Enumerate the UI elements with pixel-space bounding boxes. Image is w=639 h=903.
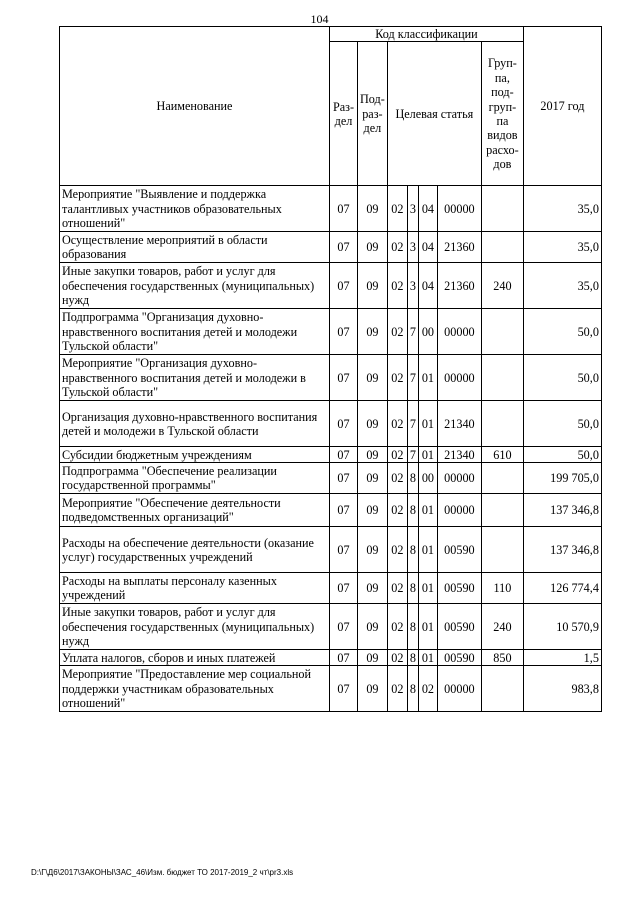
row-target-event: 04 xyxy=(418,186,437,232)
row-amount: 137 346,8 xyxy=(523,527,601,573)
row-name: Иные закупки товаров, работ и услуг для обеспечения государственных (муниципальных) нужд xyxy=(60,263,330,309)
row-target-subprogram: 3 xyxy=(407,263,418,309)
row-expense-type xyxy=(481,186,523,232)
row-amount: 50,0 xyxy=(523,401,601,447)
row-target-program: 02 xyxy=(387,573,407,604)
header-classification: Код классификации xyxy=(330,27,524,42)
row-subsection: 09 xyxy=(358,650,388,666)
row-target-event: 04 xyxy=(418,263,437,309)
row-target-direction: 00000 xyxy=(437,463,481,494)
row-target-program: 02 xyxy=(387,309,407,355)
row-expense-type: 610 xyxy=(481,447,523,463)
row-subsection: 09 xyxy=(358,494,388,527)
row-target-program: 02 xyxy=(387,527,407,573)
table-row xyxy=(60,232,602,263)
row-expense-type: 240 xyxy=(481,263,523,309)
row-name: Подпрограмма "Организация духовно-нравственного воспитания детей и молодежи Тульской области" xyxy=(60,309,330,355)
row-target-subprogram: 3 xyxy=(407,186,418,232)
row-subsection: 09 xyxy=(358,527,388,573)
row-target-program: 02 xyxy=(387,447,407,463)
row-target-direction: 00000 xyxy=(437,309,481,355)
row-subsection: 09 xyxy=(358,604,388,650)
row-target-direction: 00000 xyxy=(437,666,481,712)
row-name: Расходы на обеспечение деятельности (оказание услуг) государственных учреждений xyxy=(60,527,330,573)
row-amount: 10 570,9 xyxy=(523,604,601,650)
row-amount: 35,0 xyxy=(523,186,601,232)
row-subsection: 09 xyxy=(358,463,388,494)
row-subsection: 09 xyxy=(358,666,388,712)
row-name: Иные закупки товаров, работ и услуг для обеспечения государственных (муниципальных) нужд xyxy=(60,604,330,650)
row-section: 07 xyxy=(330,573,358,604)
page-number: 104 xyxy=(310,12,329,26)
row-target-subprogram: 8 xyxy=(407,527,418,573)
row-target-event: 01 xyxy=(418,650,437,666)
row-amount: 50,0 xyxy=(523,355,601,401)
row-target-event: 01 xyxy=(418,494,437,527)
table-row xyxy=(60,604,602,650)
row-amount: 199 705,0 xyxy=(523,463,601,494)
row-section: 07 xyxy=(330,527,358,573)
row-expense-type xyxy=(481,309,523,355)
row-target-direction: 21340 xyxy=(437,447,481,463)
table-row xyxy=(60,650,602,666)
row-amount: 50,0 xyxy=(523,447,601,463)
row-subsection: 09 xyxy=(358,309,388,355)
table-row xyxy=(60,494,602,527)
row-subsection: 09 xyxy=(358,447,388,463)
budget-table xyxy=(59,26,602,712)
row-subsection: 09 xyxy=(358,263,388,309)
row-section: 07 xyxy=(330,232,358,263)
row-section: 07 xyxy=(330,355,358,401)
row-section: 07 xyxy=(330,494,358,527)
table-row xyxy=(60,309,602,355)
row-target-event: 01 xyxy=(418,604,437,650)
header-section: Раз- дел xyxy=(330,42,358,186)
row-amount: 50,0 xyxy=(523,309,601,355)
row-expense-type xyxy=(481,463,523,494)
row-amount: 126 774,4 xyxy=(523,573,601,604)
row-target-program: 02 xyxy=(387,186,407,232)
row-target-direction: 00590 xyxy=(437,604,481,650)
row-subsection: 09 xyxy=(358,401,388,447)
row-expense-type xyxy=(481,666,523,712)
row-target-event: 01 xyxy=(418,447,437,463)
row-target-subprogram: 8 xyxy=(407,573,418,604)
table-row xyxy=(60,447,602,463)
header-target-article: Целевая статья xyxy=(387,42,481,186)
row-target-direction: 00590 xyxy=(437,573,481,604)
row-target-program: 02 xyxy=(387,355,407,401)
row-target-subprogram: 8 xyxy=(407,463,418,494)
row-target-subprogram: 7 xyxy=(407,355,418,401)
row-name: Организация духовно-нравственного воспитания детей и молодежи в Тульской области xyxy=(60,401,330,447)
row-target-direction: 00590 xyxy=(437,527,481,573)
row-target-subprogram: 8 xyxy=(407,494,418,527)
row-subsection: 09 xyxy=(358,573,388,604)
row-target-event: 01 xyxy=(418,527,437,573)
row-amount: 983,8 xyxy=(523,666,601,712)
row-section: 07 xyxy=(330,463,358,494)
row-amount: 1,5 xyxy=(523,650,601,666)
row-target-event: 01 xyxy=(418,401,437,447)
header-subsection: Под- раз- дел xyxy=(358,42,388,186)
row-target-subprogram: 3 xyxy=(407,232,418,263)
row-target-subprogram: 8 xyxy=(407,666,418,712)
row-expense-type xyxy=(481,494,523,527)
table-row xyxy=(60,186,602,232)
row-target-direction: 21340 xyxy=(437,401,481,447)
row-target-subprogram: 8 xyxy=(407,650,418,666)
row-amount: 35,0 xyxy=(523,232,601,263)
row-amount: 137 346,8 xyxy=(523,494,601,527)
row-name: Уплата налогов, сборов и иных платежей xyxy=(60,650,330,666)
row-target-direction: 21360 xyxy=(437,232,481,263)
table-row xyxy=(60,355,602,401)
row-expense-type: 110 xyxy=(481,573,523,604)
row-section: 07 xyxy=(330,650,358,666)
row-target-event: 02 xyxy=(418,666,437,712)
row-target-program: 02 xyxy=(387,263,407,309)
header-name: Наименование xyxy=(60,27,330,186)
row-section: 07 xyxy=(330,604,358,650)
row-target-program: 02 xyxy=(387,401,407,447)
row-name: Подпрограмма "Обеспечение реализации государственной программы" xyxy=(60,463,330,494)
row-target-program: 02 xyxy=(387,604,407,650)
row-expense-type xyxy=(481,232,523,263)
row-target-direction: 00000 xyxy=(437,494,481,527)
row-target-event: 01 xyxy=(418,355,437,401)
table-row xyxy=(60,666,602,712)
row-expense-type: 240 xyxy=(481,604,523,650)
row-target-event: 01 xyxy=(418,573,437,604)
row-target-event: 00 xyxy=(418,309,437,355)
header-year: 2017 год xyxy=(523,27,601,186)
row-name: Мероприятие "Выявление и поддержка талантливых участников образовательных отношений" xyxy=(60,186,330,232)
row-target-subprogram: 7 xyxy=(407,447,418,463)
row-target-subprogram: 7 xyxy=(407,401,418,447)
table-row xyxy=(60,573,602,604)
row-subsection: 09 xyxy=(358,186,388,232)
row-subsection: 09 xyxy=(358,232,388,263)
row-section: 07 xyxy=(330,309,358,355)
row-name: Осуществление мероприятий в области образования xyxy=(60,232,330,263)
row-target-program: 02 xyxy=(387,232,407,263)
row-target-subprogram: 7 xyxy=(407,309,418,355)
row-expense-type xyxy=(481,527,523,573)
row-name: Субсидии бюджетным учреждениям xyxy=(60,447,330,463)
row-expense-type xyxy=(481,401,523,447)
row-target-program: 02 xyxy=(387,494,407,527)
table-row xyxy=(60,263,602,309)
row-name: Мероприятие "Предоставление мер социальной поддержки участникам образовательных отношений" xyxy=(60,666,330,712)
row-section: 07 xyxy=(330,401,358,447)
row-name: Расходы на выплаты персоналу казенных учреждений xyxy=(60,573,330,604)
row-section: 07 xyxy=(330,186,358,232)
row-target-program: 02 xyxy=(387,463,407,494)
row-section: 07 xyxy=(330,263,358,309)
row-target-event: 00 xyxy=(418,463,437,494)
row-section: 07 xyxy=(330,666,358,712)
table-row xyxy=(60,527,602,573)
row-name: Мероприятие "Организация духовно-нравственного воспитания детей и молодежи в Тульской области" xyxy=(60,355,330,401)
table-row xyxy=(60,401,602,447)
file-path-footer: D:\Г\Д6\2017\ЗАКОНЫ\ЗАС_46\Изм. бюджет ТО 2017-2019_2 чт\pr3.xls xyxy=(31,868,294,877)
row-target-direction: 00000 xyxy=(437,186,481,232)
row-amount: 35,0 xyxy=(523,263,601,309)
row-target-event: 04 xyxy=(418,232,437,263)
row-subsection: 09 xyxy=(358,355,388,401)
header-expense-group: Груп- па, под- груп- па видов расхо- дов xyxy=(481,42,523,186)
row-target-program: 02 xyxy=(387,650,407,666)
row-section: 07 xyxy=(330,447,358,463)
row-target-direction: 21360 xyxy=(437,263,481,309)
row-target-subprogram: 8 xyxy=(407,604,418,650)
table-row xyxy=(60,463,602,494)
row-expense-type: 850 xyxy=(481,650,523,666)
row-target-direction: 00590 xyxy=(437,650,481,666)
row-target-program: 02 xyxy=(387,666,407,712)
row-name: Мероприятие "Обеспечение деятельности подведомственных организаций" xyxy=(60,494,330,527)
row-target-direction: 00000 xyxy=(437,355,481,401)
row-expense-type xyxy=(481,355,523,401)
